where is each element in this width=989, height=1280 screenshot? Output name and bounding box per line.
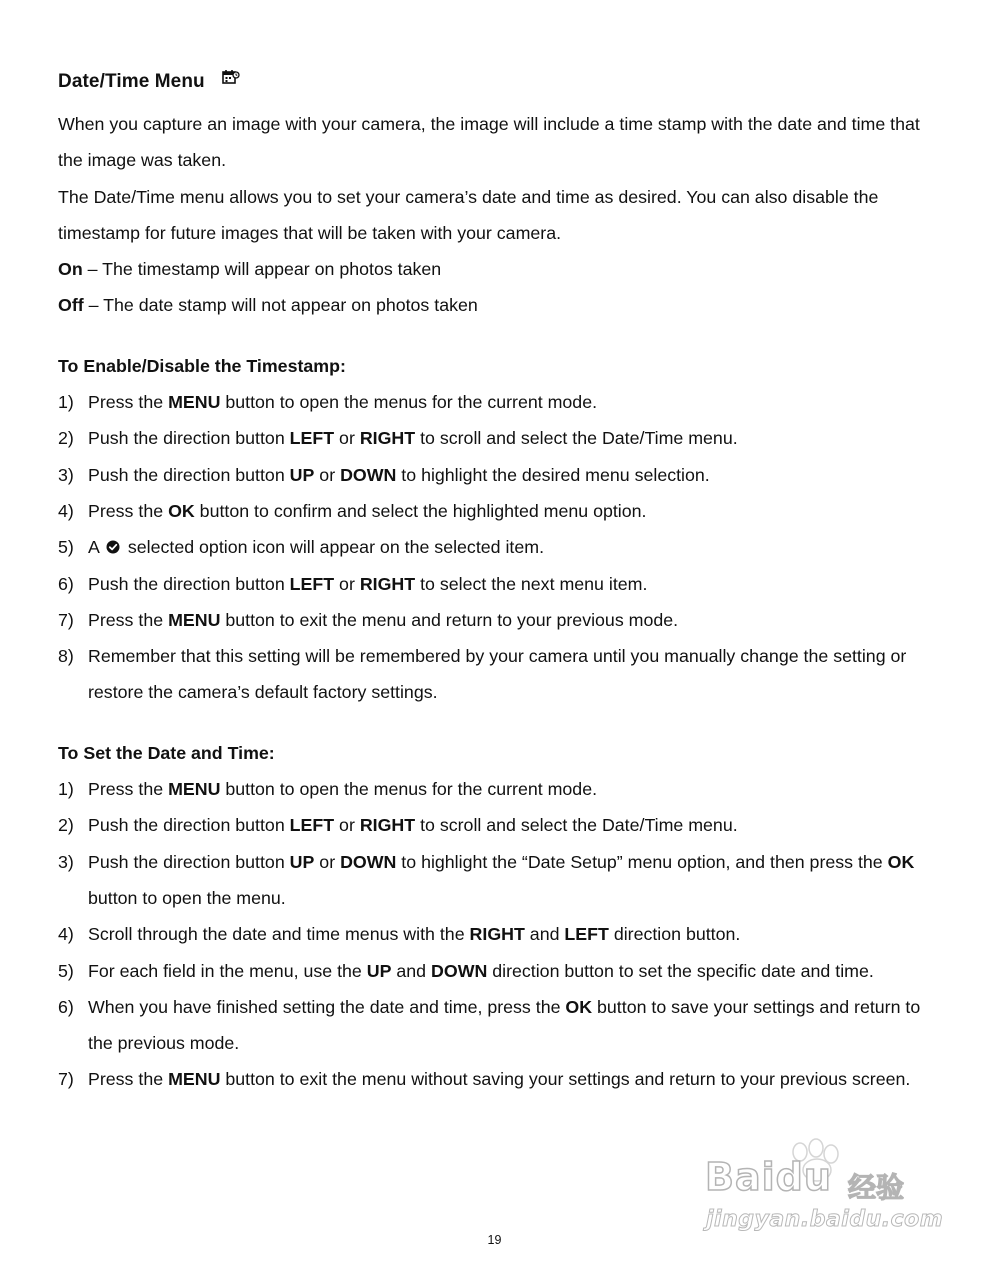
date-time-step-6 bbox=[58, 989, 938, 1062]
step-text-run: to highlight the “Date Setup” menu option, and then press the bbox=[396, 851, 888, 872]
timestamp-step-1 bbox=[58, 384, 938, 420]
date-time-icon bbox=[221, 67, 241, 87]
step-text-run: button to exit the menu without saving your settings and return to your previous screen. bbox=[220, 1069, 911, 1090]
step-text-run: or bbox=[314, 464, 341, 485]
watermark-brand: Baidu bbox=[705, 1155, 832, 1199]
step-text bbox=[88, 989, 938, 1062]
step-text-run: Push the direction button bbox=[88, 428, 290, 449]
step-number: 7) bbox=[58, 1069, 74, 1090]
button-name: MENU bbox=[168, 609, 221, 630]
step-text-run: or bbox=[334, 573, 360, 594]
step-text-run: Press the bbox=[88, 609, 169, 630]
step-number: 2) bbox=[58, 815, 74, 836]
date-time-step-7 bbox=[58, 1061, 938, 1097]
option-off bbox=[58, 287, 938, 323]
step-text-run: to scroll and select the Date/Time menu. bbox=[415, 428, 738, 449]
step-text bbox=[88, 807, 938, 843]
button-name: UP bbox=[289, 464, 315, 485]
step-text-run: For each field in the menu, use the bbox=[88, 960, 367, 981]
step-number: 5) bbox=[58, 537, 74, 558]
timestamp-step-8 bbox=[58, 638, 938, 711]
step-text-run: to select the next menu item. bbox=[415, 573, 648, 594]
step-text bbox=[88, 916, 938, 952]
step-text-run: Remember that this setting will be remembered by your camera until you manually change the setting or restore the camera’s default factory settings. bbox=[88, 646, 907, 703]
step-text-run: Press the bbox=[88, 392, 169, 413]
timestamp-step-6 bbox=[58, 566, 938, 602]
step-text-run: Scroll through the date and time menus with the bbox=[88, 924, 470, 945]
button-name: OK bbox=[168, 500, 195, 521]
step-text-run: and bbox=[524, 924, 565, 945]
step-text-run: direction button. bbox=[608, 924, 741, 945]
section-heading-timestamp: To Enable/Disable the Timestamp: bbox=[58, 355, 346, 376]
option-on-label: On bbox=[58, 259, 83, 280]
check-circle-icon bbox=[106, 530, 120, 544]
step-number: 3) bbox=[58, 851, 74, 872]
step-number: 8) bbox=[58, 646, 74, 667]
step-text bbox=[88, 771, 938, 807]
step-text-run: Press the bbox=[88, 779, 169, 800]
timestamp-step-3 bbox=[58, 457, 938, 493]
intro-paragraph-1: When you capture an image with your camera, the image will include a time stamp with the date and time that the image was taken. bbox=[58, 114, 920, 171]
section-heading-date-time: To Set the Date and Time: bbox=[58, 742, 275, 763]
step-number: 7) bbox=[58, 609, 74, 630]
step-text bbox=[88, 457, 938, 493]
page-number: 19 bbox=[487, 1233, 502, 1247]
timestamp-step-5 bbox=[58, 529, 938, 565]
step-text bbox=[88, 638, 938, 711]
steps-list-date-time bbox=[58, 771, 938, 1098]
step-number: 3) bbox=[58, 464, 74, 485]
button-name: OK bbox=[887, 851, 915, 872]
step-text bbox=[88, 602, 938, 638]
button-name: MENU bbox=[168, 1069, 221, 1090]
step-number: 4) bbox=[58, 924, 74, 945]
step-number: 1) bbox=[58, 392, 74, 413]
step-text-run: or bbox=[334, 428, 360, 449]
step-number: 6) bbox=[58, 996, 74, 1017]
title-row bbox=[58, 62, 938, 102]
step-text bbox=[88, 953, 938, 989]
step-text-run: and bbox=[391, 960, 432, 981]
step-number: 5) bbox=[58, 960, 74, 981]
step-number: 6) bbox=[58, 573, 74, 594]
step-text-run: Press the bbox=[88, 500, 169, 521]
step-text-run: Press the bbox=[88, 1069, 169, 1090]
step-text bbox=[88, 566, 938, 602]
watermark-cn: 经验 bbox=[848, 1171, 905, 1204]
intro-paragraph-2: The Date/Time menu allows you to set your camera’s date and time as desired. You can also disable the timestamp for future images that will be taken with your camera. bbox=[58, 186, 879, 243]
button-name: OK bbox=[565, 996, 593, 1017]
step-text bbox=[88, 844, 938, 917]
button-name: MENU bbox=[168, 392, 221, 413]
step-text-run: button to open the menu. bbox=[88, 887, 286, 908]
button-name: MENU bbox=[168, 779, 221, 800]
option-off-text: – The date stamp will not appear on photos taken bbox=[83, 295, 478, 316]
date-time-step-2 bbox=[58, 807, 938, 843]
button-name: LEFT bbox=[564, 924, 609, 945]
button-name: DOWN bbox=[340, 464, 397, 485]
step-text-run: A bbox=[88, 537, 100, 558]
date-time-step-5 bbox=[58, 953, 938, 989]
step-text-run: Push the direction button bbox=[88, 464, 290, 485]
step-text-run: to highlight the desired menu selection. bbox=[396, 464, 710, 485]
timestamp-step-4 bbox=[58, 493, 938, 529]
button-name: RIGHT bbox=[359, 573, 416, 594]
step-text-run: When you have finished setting the date and time, press the bbox=[88, 996, 566, 1017]
step-text-run: Push the direction button bbox=[88, 573, 290, 594]
button-name: DOWN bbox=[340, 851, 397, 872]
step-number: 1) bbox=[58, 779, 74, 800]
button-name: LEFT bbox=[289, 428, 335, 449]
button-name: RIGHT bbox=[359, 815, 416, 836]
date-time-step-4 bbox=[58, 916, 938, 952]
date-time-step-1 bbox=[58, 771, 938, 807]
step-text bbox=[88, 529, 938, 565]
step-text-run: button to confirm and select the highlighted menu option. bbox=[194, 500, 647, 521]
step-number: 4) bbox=[58, 500, 74, 521]
option-on-text: – The timestamp will appear on photos taken bbox=[82, 259, 442, 280]
timestamp-step-2 bbox=[58, 420, 938, 456]
step-text bbox=[88, 384, 938, 420]
date-time-step-3 bbox=[58, 844, 938, 917]
timestamp-step-7 bbox=[58, 602, 938, 638]
step-text-run: button to open the menus for the current mode. bbox=[220, 779, 598, 800]
step-text-run: selected option icon will appear on the selected item. bbox=[127, 537, 545, 558]
step-text bbox=[88, 420, 938, 456]
step-text-run: button to save your settings and return to the previous mode. bbox=[88, 996, 921, 1054]
button-name: LEFT bbox=[289, 815, 335, 836]
step-text-run: direction button to set the specific date and time. bbox=[487, 960, 874, 981]
step-text-run: button to open the menus for the current mode. bbox=[220, 392, 598, 413]
button-name: UP bbox=[289, 851, 315, 872]
step-text-run: to scroll and select the Date/Time menu. bbox=[415, 815, 738, 836]
document-page bbox=[58, 62, 938, 1098]
page-title: Date/Time Menu bbox=[58, 71, 205, 92]
button-name: LEFT bbox=[289, 573, 335, 594]
watermark-url: jingyan.baidu.com bbox=[706, 1207, 944, 1232]
step-text bbox=[88, 493, 938, 529]
button-name: RIGHT bbox=[469, 924, 525, 945]
option-on bbox=[58, 251, 938, 287]
button-name: RIGHT bbox=[359, 428, 416, 449]
step-text-run: Push the direction button bbox=[88, 851, 290, 872]
step-text-run: or bbox=[314, 851, 341, 872]
option-off-label: Off bbox=[58, 295, 84, 316]
step-text-run: or bbox=[334, 815, 360, 836]
step-text-run: Push the direction button bbox=[88, 815, 290, 836]
step-text bbox=[88, 1061, 938, 1097]
button-name: UP bbox=[366, 960, 392, 981]
step-text-run: button to exit the menu and return to your previous mode. bbox=[220, 609, 679, 630]
step-number: 2) bbox=[58, 428, 74, 449]
steps-list-timestamp bbox=[58, 384, 938, 711]
button-name: DOWN bbox=[431, 960, 488, 981]
